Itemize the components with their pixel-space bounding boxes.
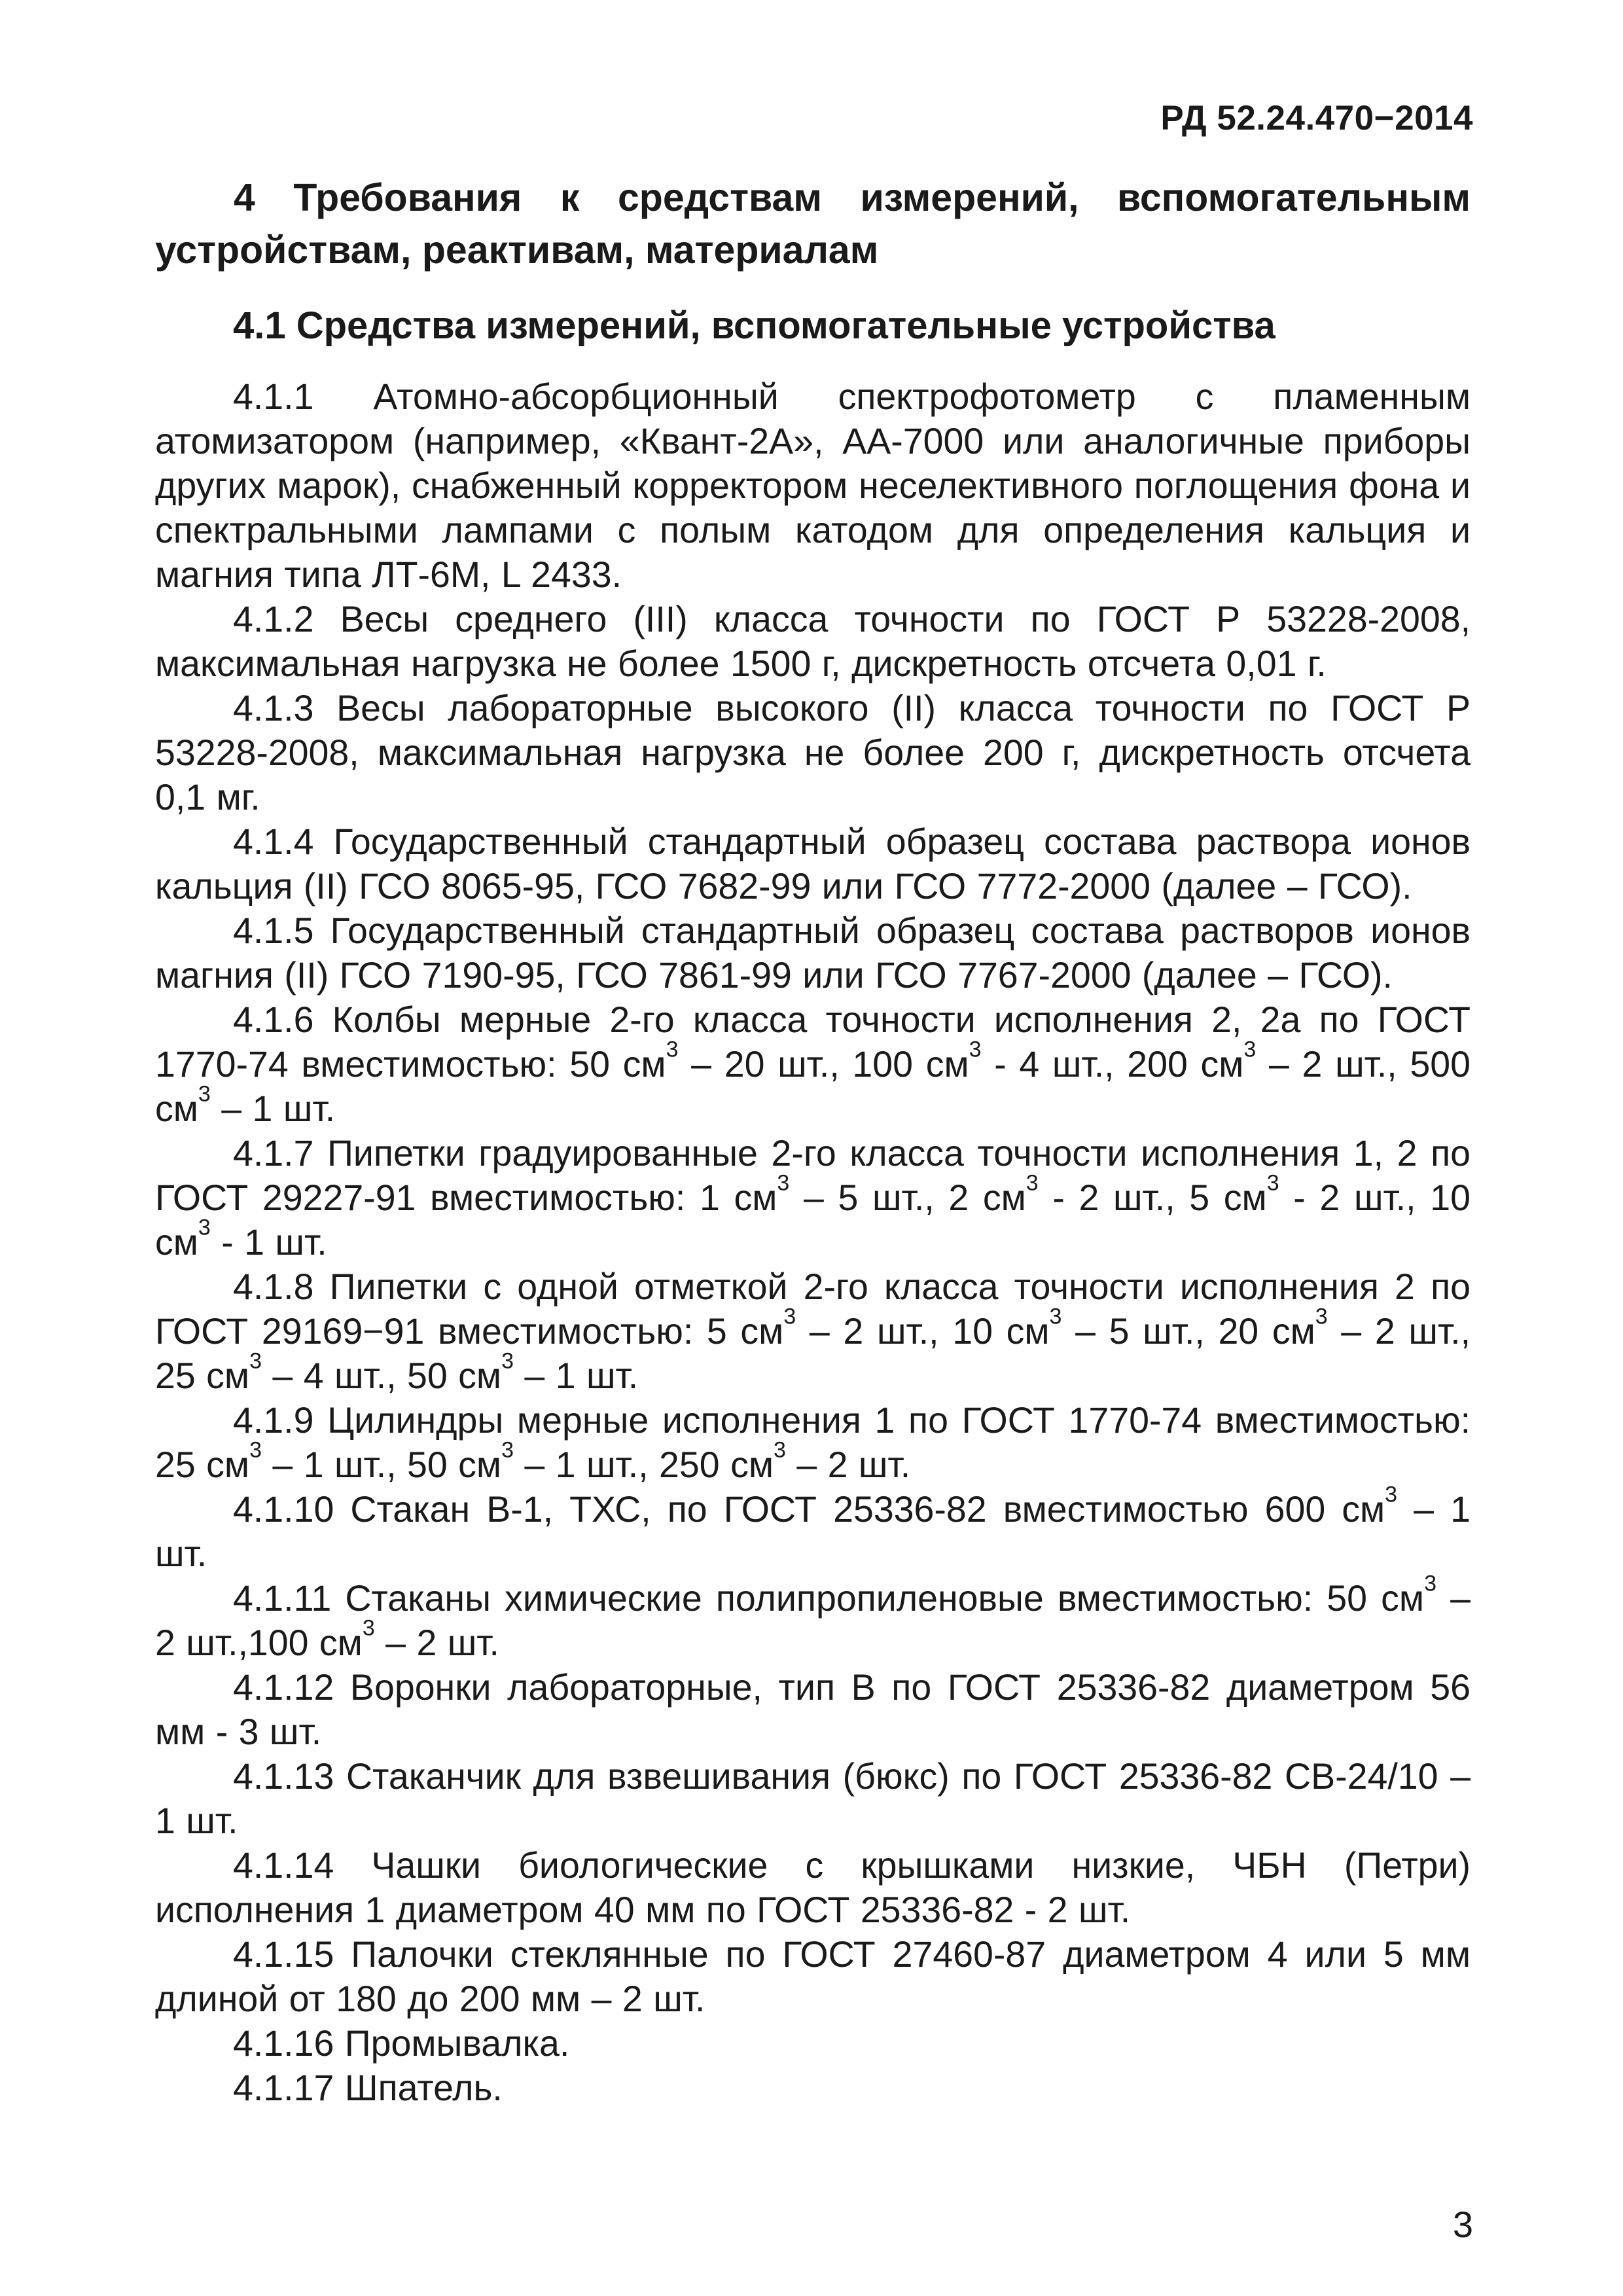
- document-code: РД 52.24.470−2014: [1160, 99, 1473, 137]
- item-text: 4.1.10 Стакан В-1, ТХС, по ГОСТ 25336-82 вместимостью 600 см: [233, 1489, 1385, 1530]
- item-text: 4.1.15 Палочки стеклянные по ГОСТ 27460-87 диаметром 4 или 5 мм длиной от 180 до 200 мм – 2 шт.: [155, 1934, 1471, 2019]
- list-item: [155, 1265, 1471, 1398]
- superscript: 3: [198, 1081, 211, 1107]
- item-text: 4.1.2 Весы среднего (III) класса точности по ГОСТ Р 53228-2008, максимальная нагрузка не более 1500 г, дискретность отсчета 0,01 г.: [155, 599, 1471, 684]
- superscript: 3: [198, 1215, 211, 1240]
- item-text: 4.1.9 Цилиндры мерные исполнения 1 по ГОСТ 1770-74 вместимостью: 25 см: [155, 1400, 1471, 1485]
- item-text: 4.1.17 Шпатель.: [233, 2068, 503, 2108]
- list-item: [155, 1932, 1471, 2021]
- list-item: [155, 1665, 1471, 1754]
- item-text: – 2 шт., 25 см: [155, 1311, 1471, 1396]
- superscript: 3: [1424, 1571, 1436, 1596]
- superscript: 3: [1049, 1304, 1062, 1329]
- superscript: 3: [773, 1437, 786, 1463]
- section-title: 4 Требования к средствам измерений, вспомогательным устройствам, реактивам, материалам: [155, 176, 1471, 272]
- list-item: [155, 2066, 1471, 2110]
- list-item: [155, 819, 1471, 908]
- superscript: 3: [249, 1348, 262, 1374]
- item-text: 4.1.12 Воронки лабораторные, тип В по ГОСТ 25336-82 диаметром 56 мм - 3 шт.: [155, 1667, 1471, 1752]
- superscript: 3: [666, 1037, 679, 1062]
- item-text: 4.1.13 Стаканчик для взвешивания (бюкс) по ГОСТ 25336-82 СВ-24/10 – 1 шт.: [155, 1756, 1471, 1841]
- item-text: – 2 шт.: [785, 1444, 911, 1485]
- item-text: - 2 шт., 10 см: [155, 1177, 1471, 1263]
- item-text: – 1 шт.: [514, 1355, 639, 1396]
- list-item: [155, 997, 1471, 1131]
- list-item: [155, 1754, 1471, 1843]
- list-item: [155, 1398, 1471, 1487]
- item-text: – 1 шт., 50 см: [261, 1444, 502, 1485]
- item-text: - 2 шт., 5 см: [1038, 1177, 1267, 1218]
- superscript: 3: [1385, 1482, 1398, 1507]
- item-text: – 4 шт., 50 см: [261, 1355, 502, 1396]
- list-item: [155, 1131, 1471, 1265]
- item-text: – 5 шт., 20 см: [1061, 1311, 1315, 1352]
- item-text: 4.1.1 Атомно-абсорбционный спектрофотометр с пламенным атомизатором (например, «Квант-2А», АА-7000 или аналогичные приборы других марок), снабженный корректором неселективного поглощения фона и спектральными лампами с полым катодом для определения кальция и магния типа ЛТ-6М, L 2433.: [155, 376, 1471, 595]
- item-text: 4.1.4 Государственный стандартный образец состава раствора ионов кальция (II) ГСО 8065-95, ГСО 7682-99 или ГСО 7772-2000 (далее – ГСО).: [155, 821, 1471, 906]
- superscript: 3: [777, 1170, 790, 1196]
- item-text: – 1 шт.: [210, 1088, 336, 1129]
- item-text: 4.1.8 Пипетки с одной отметкой 2-го класса точности исполнения 2 по ГОСТ 29169−91 вместимостью: 5 см: [155, 1266, 1471, 1352]
- item-text: - 4 шт., 200 см: [981, 1044, 1244, 1085]
- list-item: [155, 1843, 1471, 1932]
- list-item: [155, 2021, 1471, 2066]
- requirements-list: [155, 374, 1471, 2110]
- subsection-title: 4.1 Средства измерений, вспомогательные устройства: [233, 304, 1275, 347]
- item-text: 4.1.11 Стаканы химические полипропиленовые вместимостью: 50 см: [233, 1578, 1425, 1619]
- superscript: 3: [249, 1437, 262, 1463]
- list-item: [155, 374, 1471, 597]
- list-item: [155, 1571, 1471, 1665]
- list-item: [155, 686, 1471, 819]
- item-text: – 2 шт., 10 см: [796, 1311, 1050, 1352]
- item-text: 4.1.14 Чашки биологические с крышками низкие, ЧБН (Петри) исполнения 1 диаметром 40 мм по ГОСТ 25336-82 - 2 шт.: [155, 1845, 1471, 1930]
- list-item: [155, 908, 1471, 997]
- superscript: 3: [1266, 1170, 1279, 1196]
- page-number: 3: [1452, 2204, 1473, 2245]
- list-item: [155, 1482, 1471, 1576]
- item-text: – 1 шт.: [155, 1489, 1471, 1574]
- item-text: 4.1.3 Весы лабораторные высокого (II) класса точности по ГОСТ Р 53228-2008, максимальная нагрузка не более 200 г, дискретность отсчета 0,1 мг.: [155, 688, 1471, 817]
- superscript: 3: [501, 1348, 514, 1374]
- item-text: 4.1.6 Колбы мерные 2-го класса точности исполнения 2, 2а по ГОСТ 1770-74 вместимостью: 50 см: [155, 999, 1471, 1085]
- superscript: 3: [501, 1437, 514, 1463]
- item-text: – 2 шт., 500 см: [155, 1044, 1471, 1129]
- superscript: 3: [1315, 1304, 1328, 1329]
- item-text: - 1 шт.: [210, 1222, 327, 1263]
- superscript: 3: [362, 1615, 375, 1641]
- superscript: 3: [1243, 1037, 1257, 1062]
- item-text: – 1 шт., 250 см: [514, 1444, 774, 1485]
- list-item: [155, 597, 1471, 686]
- item-text: 4.1.5 Государственный стандартный образец состава растворов ионов магния (II) ГСО 7190-95, ГСО 7861-99 или ГСО 7767-2000 (далее – ГСО).: [155, 910, 1471, 996]
- item-text: – 2 шт.: [374, 1623, 499, 1663]
- item-text: – 5 шт., 2 см: [789, 1177, 1026, 1218]
- superscript: 3: [783, 1304, 796, 1329]
- item-text: 4.1.7 Пипетки градуированные 2-го класса точности исполнения 1, 2 по ГОСТ 29227-91 вместимостью: 1 см: [155, 1133, 1471, 1218]
- superscript: 3: [1026, 1170, 1039, 1196]
- item-text: – 20 шт., 100 см: [678, 1044, 969, 1085]
- item-text: 4.1.16 Промывалка.: [233, 2023, 570, 2064]
- superscript: 3: [969, 1037, 982, 1062]
- item-text: – 2 шт.,100 см: [155, 1578, 1471, 1663]
